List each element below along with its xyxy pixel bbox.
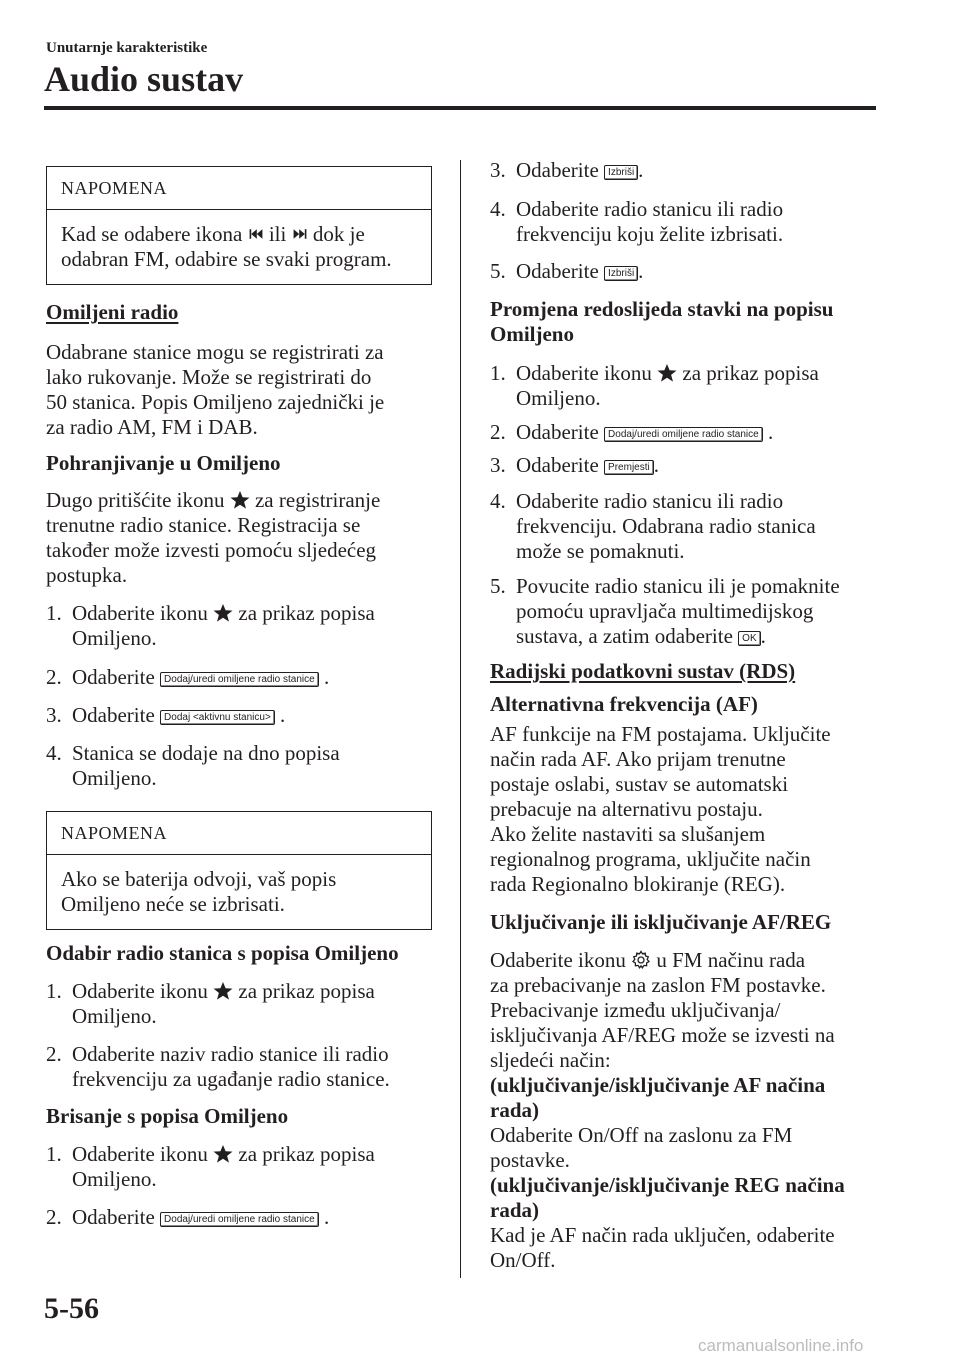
storing-step-4: 4. Stanica se dodaje na dno popisa Omiljeno. xyxy=(46,741,340,790)
storing-step-1: 1. Odaberite ikonu za prikaz popisa Omiljeno. xyxy=(46,601,375,650)
storing-heading: Pohranjivanje u Omiljeno xyxy=(46,451,281,475)
selecting-step-2: 2. Odaberite naziv radio stanice ili radio frekvenciju za ugađanje radio stanice. xyxy=(46,1042,390,1091)
column-divider xyxy=(460,160,461,1278)
add-current-station-button[interactable]: Dodaj <aktivnu stanicu> xyxy=(160,710,275,725)
page-title: Audio sustav xyxy=(44,59,244,99)
deleting-step-3: 3. Odaberite Izbriši . xyxy=(490,158,644,182)
star-icon xyxy=(657,363,677,383)
af-text: AF funkcije na FM postajama. Uključite način rada AF. Ako prijam trenutne postaje oslabi, sustav se automatski prebacuje na alternativu postaju. Ako želite nastaviti sa slušanjem regionalnog programa, uključite način rada Regionalno blokiranje (REG). xyxy=(490,722,831,896)
storing-step-2: 2. Odaberite Dodaj/uredi omiljene radio stanice . xyxy=(46,665,330,689)
toggle-heading: Uključivanje ili isključivanje AF/REG xyxy=(490,910,832,934)
rds-heading: Radijski podatkovni sustav (RDS) xyxy=(490,659,796,683)
deleting-heading: Brisanje s popisa Omiljeno xyxy=(46,1104,289,1128)
favorites-intro: Odabrane stanice mogu se registrirati za lako rukovanje. Može se registrirati do 50 stanica. Popis Omiljeno zajednički je za radio AM, FM i DAB. xyxy=(46,340,385,439)
delete-button[interactable]: Izbriši xyxy=(604,266,638,281)
star-icon xyxy=(213,603,233,623)
deleting-step-1: 1. Odaberite ikonu za prikaz popisa Omiljeno. xyxy=(46,1142,375,1191)
star-icon xyxy=(230,490,250,510)
selecting-step-1: 1. Odaberite ikonu za prikaz popisa Omiljeno. xyxy=(46,979,375,1028)
add-edit-favorites-button[interactable]: Dodaj/uredi omiljene radio stanice xyxy=(160,672,319,687)
note-body xyxy=(47,210,431,284)
selecting-heading: Odabir radio stanica s popisa Omiljeno xyxy=(46,941,399,965)
note-heading: NAPOMENA xyxy=(47,167,431,210)
toggle-text: Odaberite ikonu u FM načinu rada za prebacivanje na zaslon FM postavke. Prebacivanje između uključivanja/ isključivanja AF/REG može se izvesti na sljedeći način: (uključivanje/isključivanje AF načina rada) Odaberite On/Off na zaslonu za FM postavke. (uključivanje/isključivanje REG načina rada) Kad je AF način rada uključen, odaberite On/Off. xyxy=(490,948,845,1272)
add-edit-favorites-button[interactable]: Dodaj/uredi omiljene radio stanice xyxy=(604,427,763,442)
skip-forward-icon xyxy=(292,226,308,242)
reorder-step-4: 4. Odaberite radio stanicu ili radio frekvenciju. Odabrana radio stanica može se pomaknuti. xyxy=(490,489,816,563)
storing-text: Dugo pritišćite ikonu za registriranje trenutne radio stanice. Registracija se također može izvesti pomoću sljedećeg postupka. xyxy=(46,488,381,587)
reorder-step-1: 1. Odaberite ikonu za prikaz popisa Omiljeno. xyxy=(490,361,819,410)
note-body: Ako se baterija odvoji, vaš popis Omiljeno neće se izbrisati. xyxy=(61,867,337,916)
reorder-heading: Promjena redoslijeda stavki na popisu Omiljeno xyxy=(490,297,834,346)
deleting-step-4: 4. Odaberite radio stanicu ili radio frekvenciju koju želite izbrisati. xyxy=(490,197,784,246)
reorder-step-3: 3. Odaberite Premjesti . xyxy=(490,453,659,477)
deleting-step-5: 5. Odaberite Izbriši . xyxy=(490,259,644,283)
gear-icon xyxy=(631,950,651,970)
star-icon xyxy=(213,1144,233,1164)
title-rule xyxy=(44,106,876,110)
note-box xyxy=(46,811,432,930)
note-heading: NAPOMENA xyxy=(47,812,431,855)
af-heading: Alternativna frekvencija (AF) xyxy=(490,692,758,716)
deleting-step-2: 2. Odaberite Dodaj/uredi omiljene radio stanice . xyxy=(46,1205,330,1229)
star-icon xyxy=(213,981,233,1001)
reorder-step-5: 5. Povucite radio stanicu ili je pomaknite pomoću upravljača multimedijskog sustava, a zatim odaberite OK . xyxy=(490,574,840,648)
note-text-line: Kad se odabere ikona ili dok je xyxy=(61,222,365,246)
note-box xyxy=(46,166,432,285)
add-edit-favorites-button[interactable]: Dodaj/uredi omiljene radio stanice xyxy=(160,1212,319,1227)
section-label: Unutarnje karakteristike xyxy=(46,40,208,56)
favorites-heading: Omiljeni radio xyxy=(46,300,179,324)
skip-back-icon xyxy=(248,226,264,242)
storing-step-3: 3. Odaberite Dodaj <aktivnu stanicu> . xyxy=(46,703,286,727)
reorder-step-2: 2. Odaberite Dodaj/uredi omiljene radio stanice . xyxy=(490,420,774,444)
note-text-line: odabran FM, odabire se svaki program. xyxy=(61,247,392,271)
watermark: carmanualsonline.info xyxy=(698,1336,864,1355)
ok-button[interactable]: OK xyxy=(738,631,760,646)
page-number: 5-56 xyxy=(44,1292,99,1325)
move-button[interactable]: Premjesti xyxy=(604,460,654,475)
delete-button[interactable]: Izbriši xyxy=(604,165,638,180)
